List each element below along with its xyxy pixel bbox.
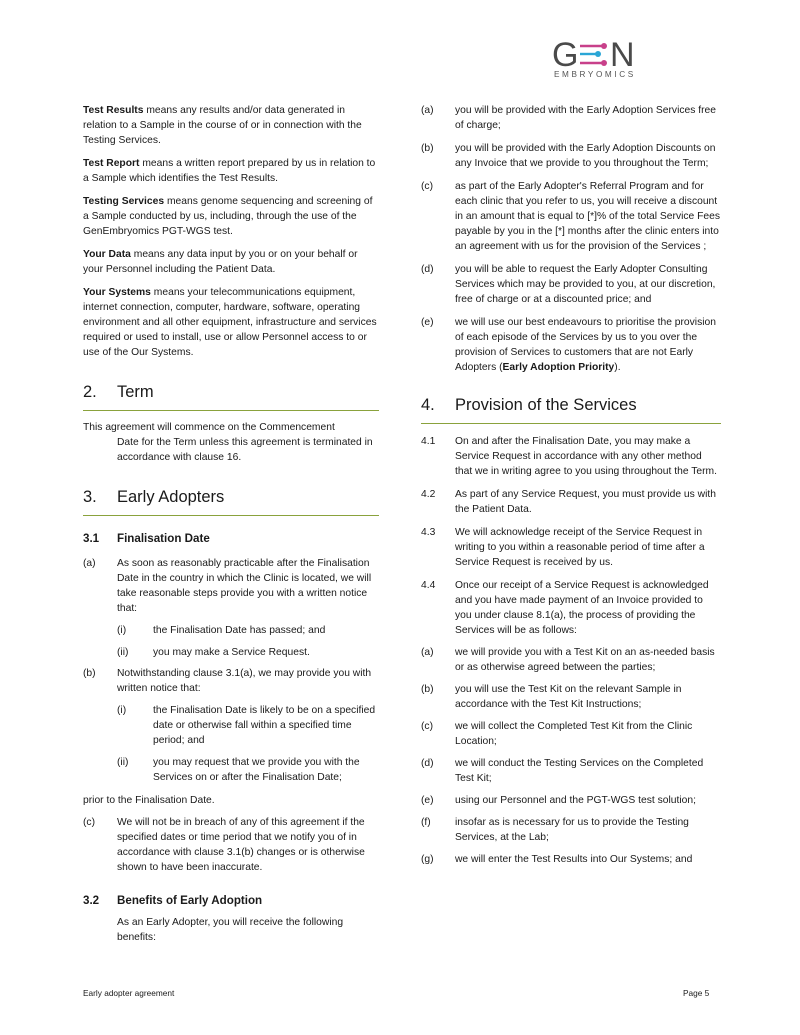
item-text: the Finalisation Date has passed; and <box>153 625 326 636</box>
logo-subtitle: EMBRYOMICS <box>554 70 636 79</box>
step-item-c <box>421 719 721 749</box>
step-item-f <box>421 815 721 845</box>
definition-testing-services <box>83 194 379 239</box>
item-text: We will not be in breach of any of this agreement if the specified dates or time period that we notify you of in accordance with clause 3.1(b) changes or is otherwise shown to have been inaccurate. <box>117 817 365 873</box>
clause-3-1-prior-text: prior to the Finalisation Date. <box>83 795 215 806</box>
step-item-d <box>421 756 721 786</box>
item-text: you will be able to request the Early Adopter Consulting Services which may be provided to you, at our discretion, free of charge or at a discounted price; and <box>455 264 716 305</box>
step-item-a <box>421 645 721 675</box>
benefits-list <box>421 103 721 375</box>
item-label: (f) <box>421 817 431 828</box>
item-text: we will provide you with a Test Kit on an as-needed basis or as otherwise agreed between the parties; <box>455 647 715 673</box>
left-column <box>83 103 379 945</box>
section-title: Term <box>117 383 154 401</box>
defined-term-early-adoption-priority: Early Adoption Priority <box>502 362 615 373</box>
clause-3-1-b-ii <box>83 755 379 785</box>
clause-3-1-b <box>83 666 379 696</box>
item-label: (d) <box>421 758 434 769</box>
clause-3-1-a-i <box>83 623 379 638</box>
item-text: you will be provided with the Early Adoption Services free of charge; <box>455 105 716 131</box>
item-text: you will use the Test Kit on the relevant Sample in accordance with the Test Kit Instructions; <box>455 684 682 710</box>
definition-term: Testing Services <box>83 196 165 207</box>
item-label: (c) <box>83 817 96 828</box>
logo-e-bottom-dot <box>601 60 607 66</box>
section-title: Early Adopters <box>117 488 225 506</box>
item-text: As soon as reasonably practicable after the Finalisation Date in the country in which the Clinic is located, we will take reasonable steps provide you with a written notice that: <box>117 558 372 614</box>
logo-letter-g: G <box>552 36 579 70</box>
clause-3-1-a <box>83 556 379 616</box>
clause-number: 4.1 <box>421 436 436 447</box>
item-label: (b) <box>421 684 434 695</box>
clause-number: 4.2 <box>421 489 436 500</box>
definition-test-report <box>83 156 379 186</box>
item-text <box>455 315 721 375</box>
section-number: 2. <box>83 383 97 401</box>
definition-test-results <box>83 103 379 148</box>
section-3-heading <box>83 487 379 516</box>
item-label: (ii) <box>117 647 129 658</box>
clause-3-2-text: As an Early Adopter, you will receive the following benefits: <box>117 917 344 943</box>
definitions-list <box>83 103 379 360</box>
step-item-b <box>421 682 721 712</box>
section-2-heading <box>83 382 379 411</box>
item-label: (b) <box>421 143 434 154</box>
clause-number: 4.3 <box>421 527 436 538</box>
item-label: (g) <box>421 854 434 865</box>
item-label: (d) <box>421 264 434 275</box>
item-label: (a) <box>421 105 434 116</box>
logo-mark <box>550 36 645 70</box>
item-text: insofar as is necessary for us to provide the Testing Services, at the Lab; <box>455 817 689 843</box>
benefit-item-e <box>421 315 721 375</box>
clause-text: Once our receipt of a Service Request is acknowledged and you have made payment of an Invoice provided to you under clause 8.1(a), the process of providing the Services will be as follows: <box>455 580 709 636</box>
item-label: (a) <box>421 647 434 658</box>
footer-page-number: Page 5 <box>683 988 710 998</box>
item-text: using our Personnel and the PGT-WGS test solution; <box>455 795 696 806</box>
benefit-item-d <box>421 262 721 307</box>
clause-3-1-a-ii <box>83 645 379 660</box>
definition-text: means any data input by you or on your behalf or your Personnel including the Patient Data. <box>83 249 358 275</box>
item-text-main: we will use our best endeavours to prioritise the provision of each episode of the Services by us to you over the provision of Services to customers that are not Early Adopters ( <box>455 317 716 373</box>
item-label: (c) <box>421 181 434 192</box>
section-4-heading <box>421 395 721 424</box>
step-item-e <box>421 793 721 808</box>
clause-title: Benefits of Early Adoption <box>117 894 263 907</box>
benefit-item-c <box>421 179 721 254</box>
item-label: (b) <box>83 668 96 679</box>
clause-4-4 <box>421 578 721 638</box>
clause-3-2-heading <box>83 893 379 908</box>
clause-3-1-c <box>83 815 379 875</box>
item-text: we will enter the Test Results into Our Systems; and <box>455 854 693 865</box>
item-label: (i) <box>117 705 127 716</box>
definition-text: means your telecommunications equipment, internet connection, computer, hardware, software, operating environment and all other equipment, infrastructure and services required or used to install, use or allow Personnel access to or use of the Our Systems. <box>83 287 377 358</box>
clause-4-2 <box>421 487 721 517</box>
section-title: Provision of the Services <box>455 396 637 414</box>
benefit-item-a <box>421 103 721 133</box>
section-number: 4. <box>421 396 435 414</box>
logo-e-top-dot <box>601 43 607 49</box>
item-label: (i) <box>117 625 127 636</box>
section-number: 3. <box>83 488 97 506</box>
item-text: as part of the Early Adopter's Referral Program and for each clinic that you refer to us, you will receive a discount in an amount that is equal to [*]% of the total Service Fees payable by you in the [*] months after the clinic enters into an agreement with us for the provision of the Services ; <box>455 181 721 252</box>
item-text: the Finalisation Date is likely to be on a specified date or otherwise fall within a specified time period; and <box>153 705 376 746</box>
definition-term: Test Report <box>83 158 140 169</box>
item-label: (a) <box>83 558 96 569</box>
item-text: you may request that we provide you with the Services on or after the Finalisation Date; <box>153 757 360 783</box>
item-text: we will conduct the Testing Services on the Completed Test Kit; <box>455 758 704 784</box>
definition-text: means genome sequencing and screening of a Sample conducted by us, including, through the use of the GenEmbryomics PGT-WGS test. <box>83 196 373 237</box>
clause-3-1-heading <box>83 531 379 546</box>
clause-number: 4.4 <box>421 580 436 591</box>
item-text: we will collect the Completed Test Kit from the Clinic Location; <box>455 721 693 747</box>
definition-term: Your Systems <box>83 287 151 298</box>
clause-text: On and after the Finalisation Date, you may make a Service Request in accordance with any other method that we in writing agree to you using throughout the Term. <box>455 436 717 477</box>
clause-number: 3.2 <box>83 894 100 907</box>
item-label: (c) <box>421 721 434 732</box>
item-label: (ii) <box>117 757 129 768</box>
clause-text: We will acknowledge receipt of the Service Request in writing to you within a reasonable period of time after a Service Request is received by us. <box>455 527 705 568</box>
definition-your-data <box>83 247 379 277</box>
definition-text: means a written report prepared by us in relation to a Sample which identifies the Test Results. <box>83 158 376 184</box>
clause-text: As part of any Service Request, you must provide us with the Patient Data. <box>455 489 716 515</box>
logo-e-mid-dot <box>595 51 601 57</box>
logo-letter-n: N <box>610 36 635 70</box>
clause-4-1 <box>421 434 721 479</box>
footer-document-title: Early adopter agreement <box>83 988 175 998</box>
item-text: you will be provided with the Early Adoption Discounts on any Invoice that we provide to you throughout the Term; <box>455 143 716 169</box>
item-label: (e) <box>421 795 434 806</box>
item-text: Notwithstanding clause 3.1(a), we may provide you with written notice that: <box>117 668 372 694</box>
genembryomics-logo <box>550 36 645 84</box>
step-item-g <box>421 852 721 867</box>
benefit-item-b <box>421 141 721 171</box>
item-text-tail: ). <box>614 362 621 373</box>
definition-term: Test Results <box>83 105 144 116</box>
clause-3-1-b-i <box>83 703 379 748</box>
clause-number: 3.1 <box>83 532 100 545</box>
right-column <box>421 103 721 867</box>
item-text: you may make a Service Request. <box>153 647 310 658</box>
clause-4-3 <box>421 525 721 570</box>
definition-your-systems <box>83 285 379 360</box>
section-2-text-line1: This agreement will commence on the Commencement <box>83 422 335 433</box>
clause-title: Finalisation Date <box>117 532 210 545</box>
definition-text: means any results and/or data generated in relation to a Sample in the course of or in connection with the Testing Services. <box>83 105 362 146</box>
definition-term: Your Data <box>83 249 131 260</box>
item-label: (e) <box>421 317 434 328</box>
section-2-text-line2: Date for the Term unless this agreement is terminated in accordance with clause 16. <box>117 437 373 463</box>
